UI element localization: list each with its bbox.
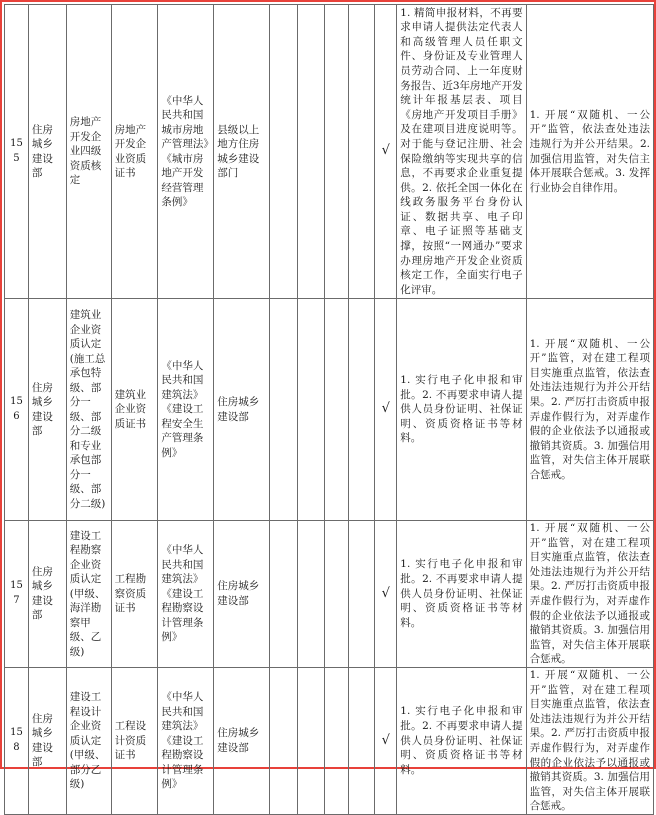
table-row: [5, 5, 654, 299]
certificate-cell: 工程勘察资质证书: [111, 521, 158, 668]
empty-cell: [297, 521, 324, 668]
row-number: 158: [5, 667, 29, 814]
supervision-measures-cell: 1. 开展“双随机、一公开”监管，对在建工程项目实施重点监管，依法查处违法违规行为并公开结果。2. 严厉打击资质申报弄虚作假行为，对弄虚作假的企业依法予以通报或撤销其资质。3. 加强信用监管，对失信主体开展联合惩戒。: [526, 521, 653, 668]
department-cell: 住房城乡建设部: [28, 299, 66, 521]
department-cell: 住房城乡建设部: [28, 521, 66, 668]
certificate-cell: 工程设计资质证书: [111, 667, 158, 814]
approval-items-table: [4, 4, 654, 815]
empty-cell: [349, 667, 375, 814]
empty-cell: [269, 521, 297, 668]
authority-cell: 县级以上地方住房城乡建设部门: [214, 5, 270, 299]
check-mark-cell: √: [375, 521, 397, 668]
table-row: [5, 521, 654, 668]
supervision-measures-cell: 1. 开展“双随机、一公开”监管，对在建工程项目实施重点监管，依法查处违法违规行为并公开结果。2. 严厉打击资质申报弄虚作假行为，对弄虚作假的企业依法予以通报或撤销其资质。3. 加强信用监管，对失信主体开展联合惩戒。: [526, 299, 653, 521]
legal-basis-cell: 《中华人民共和国建筑法》《建设工程勘察设计管理条例》: [158, 521, 214, 668]
check-mark-cell: √: [375, 299, 397, 521]
supervision-measures-cell: 1. 开展“双随机、一公开”监管，依法查处违法违规行为并公开结果。2. 加强信用监管，对失信主体开展联合惩戒。3. 发挥行业协会自律作用。: [526, 5, 653, 299]
item-name-cell: 房地产开发企业四级资质核定: [66, 5, 111, 299]
empty-cell: [269, 5, 297, 299]
empty-cell: [297, 667, 324, 814]
empty-cell: [349, 5, 375, 299]
row-number: 156: [5, 299, 29, 521]
empty-cell: [324, 521, 349, 668]
department-cell: 住房城乡建设部: [28, 5, 66, 299]
empty-cell: [269, 667, 297, 814]
empty-cell: [297, 299, 324, 521]
legal-basis-cell: 《中华人民共和国建筑法》《建设工程安全生产管理条例》: [158, 299, 214, 521]
check-mark-cell: √: [375, 667, 397, 814]
empty-cell: [324, 5, 349, 299]
legal-basis-cell: 《中华人民共和国建筑法》《建设工程勘察设计管理条例》: [158, 667, 214, 814]
table-row: [5, 667, 654, 814]
empty-cell: [349, 299, 375, 521]
row-number: 155: [5, 5, 29, 299]
legal-basis-cell: 《中华人民共和国城市房地产管理法》《城市房地产开发经营管理条例》: [158, 5, 214, 299]
reform-measures-cell: 1. 实行电子化申报和审批。2. 不再要求申请人提供人员身份证明、社保证明、资质资格证书等材料。: [397, 299, 526, 521]
empty-cell: [324, 299, 349, 521]
empty-cell: [324, 667, 349, 814]
reform-measures-cell: 1. 实行电子化申报和审批。2. 不再要求申请人提供人员身份证明、社保证明、资质资格证书等材料。: [397, 667, 526, 814]
table-row: [5, 299, 654, 521]
row-number: 157: [5, 521, 29, 668]
item-name-cell: 建筑业企业资质认定(施工总承包特级、部分一级、部分二级和专业承包部分一级、部分二级): [66, 299, 111, 521]
certificate-cell: 建筑业企业资质证书: [111, 299, 158, 521]
empty-cell: [349, 521, 375, 668]
reform-measures-cell: 1. 实行电子化申报和审批。2. 不再要求申请人提供人员身份证明、社保证明、资质资格证书等材料。: [397, 521, 526, 668]
empty-cell: [269, 299, 297, 521]
reform-measures-cell: 1. 精简申报材料，不再要求申请人提供法定代表人和高级管理人员任职文件、身份证及专业管理人员劳动合同、上一年度财务报告、近3年房地产开发统计年报基层表、项目《房地产开发项目手册》及在建项目进度说明等。对于能与登记注册、社会保险缴纳等实现共享的信息，不再要求企业重复提供。2. 依托全国一体化在线政务服务平台身份认证、数据共享、电子印章、电子证照等基础支撑，按照“一网通办”要求办理房地产开发企业资质核定工作，全面实行电子化评审。: [397, 5, 526, 299]
authority-cell: 住房城乡建设部: [214, 521, 270, 668]
supervision-measures-cell: 1. 开展“双随机、一公开”监管，对在建工程项目实施重点监管，依法查处违法违规行为并公开结果。2. 严厉打击资质申报弄虚作假行为，对弄虚作假的企业依法予以通报或撤销其资质。3. 加强信用监管，对失信主体开展联合惩戒。: [526, 667, 653, 814]
empty-cell: [297, 5, 324, 299]
check-mark-cell: √: [375, 5, 397, 299]
item-name-cell: 建设工程勘察企业资质认定(甲级、海洋勘察甲级、乙级): [66, 521, 111, 668]
authority-cell: 住房城乡建设部: [214, 299, 270, 521]
department-cell: 住房城乡建设部: [28, 667, 66, 814]
authority-cell: 住房城乡建设部: [214, 667, 270, 814]
certificate-cell: 房地产开发企业资质证书: [111, 5, 158, 299]
item-name-cell: 建设工程设计企业资质认定(甲级、部分乙级): [66, 667, 111, 814]
